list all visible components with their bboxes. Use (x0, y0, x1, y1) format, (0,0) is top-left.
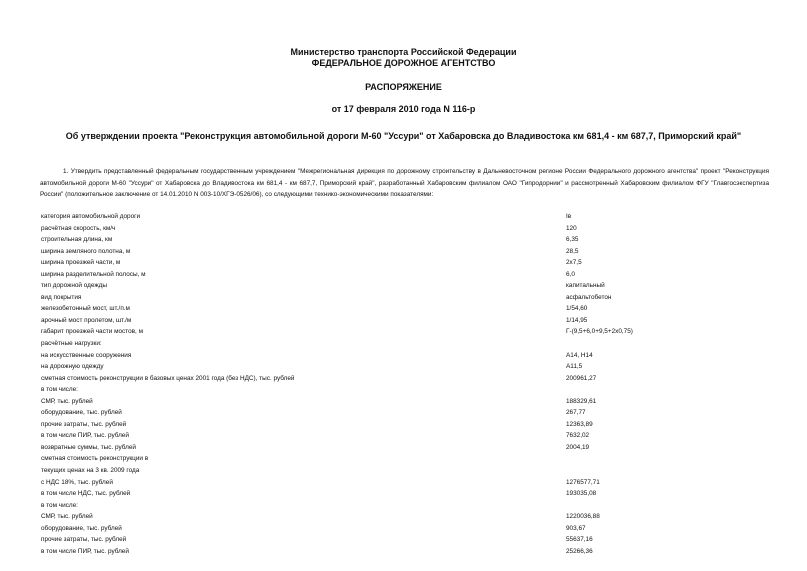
table-row (41, 546, 781, 558)
table-row (41, 419, 781, 431)
row-value: А11,5 (566, 363, 583, 371)
row-value: 903,67 (566, 524, 586, 532)
row-label: с НДС 18%, тыс. рублей (41, 478, 113, 486)
table-row (41, 430, 781, 442)
table-row (41, 373, 781, 385)
table-row (41, 234, 781, 246)
row-value: 1220036,88 (566, 513, 600, 521)
row-label: вид покрытия (41, 293, 82, 301)
row-label: ширина проезжей части, м (41, 259, 121, 267)
table-row (41, 338, 781, 350)
row-value: 267,77 (566, 409, 586, 417)
row-label: в том числе ПИР, тыс. рублей (41, 547, 129, 555)
table-row (41, 384, 781, 396)
row-value: 7632,02 (566, 432, 590, 440)
row-label: возвратные суммы, тыс. рублей (41, 443, 136, 451)
table-row (41, 361, 781, 373)
row-label: в том числе: (41, 501, 78, 509)
document-type: РАСПОРЯЖЕНИЕ (365, 82, 442, 92)
document-date: от 17 февраля 2010 года N 116-р (331, 104, 476, 114)
table-row (41, 534, 781, 546)
row-label: в том числе: (41, 386, 78, 394)
table-row (41, 269, 781, 281)
row-label: категория автомобильной дороги (41, 213, 141, 220)
row-value: А14, Н14 (566, 351, 593, 359)
row-value: 25266,36 (566, 547, 593, 555)
row-label: оборудование, тыс. рублей (41, 524, 122, 532)
row-label: расчётные нагрузки: (41, 340, 102, 348)
table-row (41, 407, 781, 419)
row-value: 193035,08 (566, 490, 597, 498)
row-value: 12363,89 (566, 420, 593, 428)
row-value: 1276577,71 (566, 478, 600, 486)
row-value: 55637,16 (566, 536, 593, 544)
row-label: в том числе ПИР, тыс. рублей (41, 432, 129, 440)
row-label: СМР, тыс. рублей (41, 397, 93, 405)
row-label: ширина земляного полотна, м (41, 247, 131, 255)
table-row (41, 315, 781, 327)
row-value: 1/14,95 (566, 316, 588, 324)
row-label: на дорожную одежду (41, 363, 104, 371)
row-label: железобетонный мост, шт./п.м (41, 305, 130, 313)
table-row (41, 500, 781, 512)
row-label: строительная длина, км (41, 236, 113, 244)
table-row (41, 523, 781, 535)
table-row (41, 396, 781, 408)
table-row (41, 465, 781, 477)
table-row (41, 303, 781, 315)
table-row (41, 511, 781, 523)
body-paragraph: 1. Утвердить представленный федеральным государственным учреждением "Межрегиональная дирекция по дорожному строительству в Дальневосточном регионе России Федерального дорожного агентства" проект "Реконструкция автомобильной дороги М-60 "Уссури" от Хабаровска до Владивостока км 681,4 - км 687,7, Приморский край", разработанный Хабаровским филиалом ОАО "Гипродорнии" и рассмотренный Хабаровским филиалом ФГУ "Главгосэкспертиза России" (положительное заключение от 14.01.2010 N 003-10/ХГЭ-0526/06), со следующими технико-экономическими показателями: (40, 168, 769, 198)
table-row (41, 488, 781, 500)
agency-name: ФЕДЕРАЛЬНОЕ ДОРОЖНОЕ АГЕНТСТВО (311, 58, 496, 68)
row-label: тип дорожной одежды (41, 282, 107, 290)
row-label: габарит проезжей части мостов, м (41, 328, 143, 336)
ministry-name: Министерство транспорта Российской Федерации (290, 47, 517, 57)
row-value: капитальный (566, 282, 605, 290)
table-row (41, 477, 781, 489)
row-label: сметная стоимость реконструкции в (41, 455, 149, 463)
table-row (41, 246, 781, 258)
document-title: Об утверждении проекта "Реконструкция автомобильной дороги М-60 "Уссури" от Хабаровска до Владивостока км 681,4 - км 687,7, Приморский край" (65, 131, 742, 141)
row-value: асфальтобетон (566, 293, 612, 301)
table-row (41, 442, 781, 454)
row-label: на искусственные сооружения (41, 351, 132, 359)
table-row (41, 292, 781, 304)
row-value: 6,35 (566, 236, 579, 244)
row-value: 6,0 (566, 270, 575, 278)
indicators-table (41, 211, 781, 557)
row-label: прочие затраты, тыс. рублей (41, 420, 127, 428)
row-value: 1/54,60 (566, 305, 588, 313)
row-value: 120 (566, 224, 577, 232)
row-value: Iв (566, 213, 572, 220)
row-label: текущих ценах на 3 кв. 2009 года (41, 467, 140, 475)
table-row (41, 453, 781, 465)
table-row (41, 223, 781, 235)
row-label: СМР, тыс. рублей (41, 513, 93, 521)
row-value: 188329,61 (566, 397, 597, 405)
row-label: арочный мост пролетом, шт./м (41, 316, 132, 324)
table-row (41, 280, 781, 292)
table-row (41, 350, 781, 362)
row-label: ширина разделительной полосы, м (41, 270, 146, 278)
row-label: в том числе НДС, тыс. рублей (41, 490, 131, 498)
row-value: Г-(9,5+6,0+9,5+2х0,75) (566, 328, 633, 336)
row-value: 200961,27 (566, 374, 597, 382)
table-row (41, 211, 781, 223)
row-label: расчётная скорость, км/ч (41, 224, 116, 232)
table-row (41, 326, 781, 338)
row-value: 2х7,5 (566, 259, 582, 267)
row-label: прочие затраты, тыс. рублей (41, 536, 127, 544)
row-label: сметная стоимость реконструкции в базовых ценах 2001 года (без НДС), тыс. рублей (41, 374, 295, 382)
row-value: 2004,19 (566, 443, 590, 451)
row-label: оборудование, тыс. рублей (41, 409, 122, 417)
table-row (41, 257, 781, 269)
row-value: 28,5 (566, 247, 579, 255)
